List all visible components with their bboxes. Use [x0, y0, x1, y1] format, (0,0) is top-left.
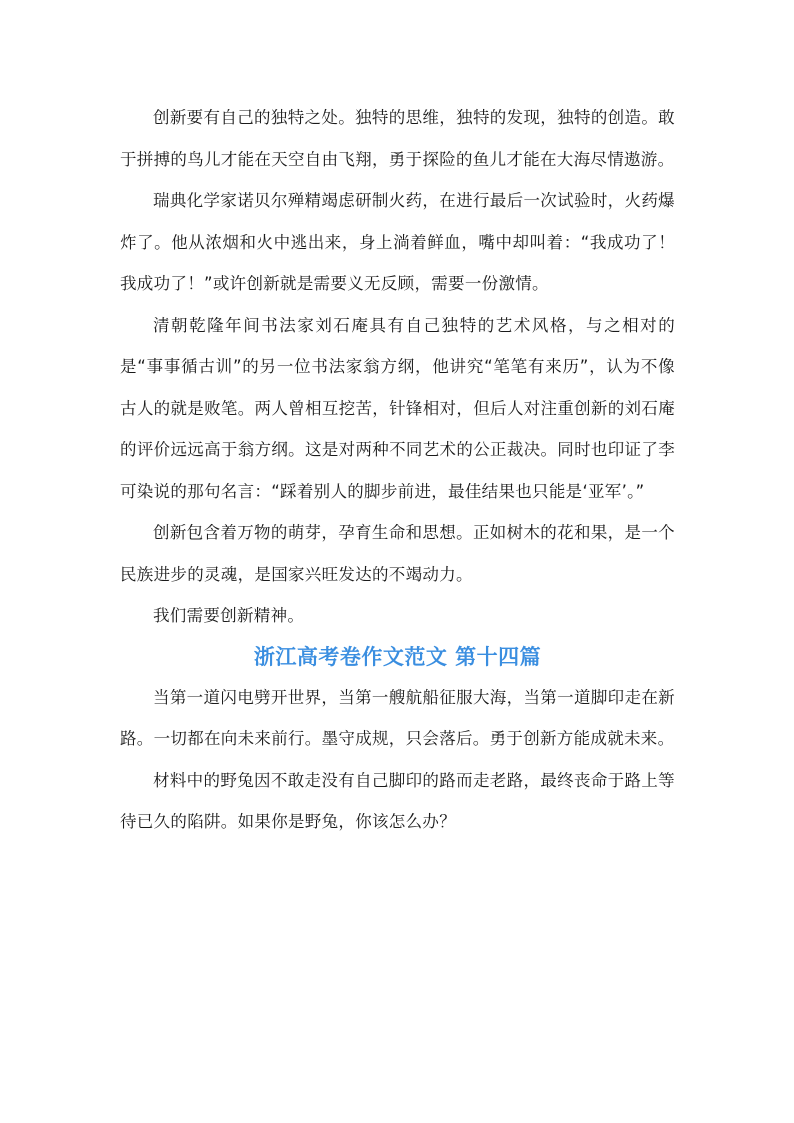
paragraph-6: 当第一道闪电劈开世界，当第一艘航船征服大海，当第一道脚印走在新路。一切都在向未来前行。墨守成规，只会落后。勇于创新方能成就未来。	[120, 687, 675, 748]
paragraph-7: 材料中的野兔因不敢走没有自己脚印的路而走老路，最终丧命于路上等待已久的陷阱。如果你是野兔，你该怎么办？	[120, 770, 675, 831]
paragraph-3: 清朝乾隆年间书法家刘石庵具有自己独特的艺术风格，与之相对的是“事事循古训”的另一位书法家翁方纲，他讲究“笔笔有来历”，认为不像古人的就是败笔。两人曾相互挖苦，针锋相对，但后人对注重创新的刘石庵的评价远远高于翁方纲。这是对两种不同艺术的公正裁决。同时也印证了李可染说的那句名言：“踩着别人的脚步前进，最佳结果也只能是‘亚军’。”	[120, 315, 675, 501]
document-page	[120, 97, 675, 843]
paragraph-5: 我们需要创新精神。	[153, 606, 305, 625]
paragraph-1: 创新要有自己的独特之处。独特的思维，独特的发现，独特的创造。敢于拼搏的鸟儿才能在天空自由飞翔，勇于探险的鱼儿才能在大海尽情遨游。	[120, 108, 675, 169]
section-heading: 浙江高考卷作文范文 第十四篇	[253, 644, 542, 669]
paragraph-2: 瑞典化学家诺贝尔殚精竭虑研制火药，在进行最后一次试验时，火药爆炸了。他从浓烟和火中逃出来，身上淌着鲜血，嘴中却叫着：“我成功了！我成功了！”或许创新就是需要义无反顾，需要一份激情。	[120, 191, 675, 293]
paragraph-4: 创新包含着万物的萌芽，孕育生命和思想。正如树木的花和果，是一个民族进步的灵魂，是国家兴旺发达的不竭动力。	[120, 523, 675, 584]
